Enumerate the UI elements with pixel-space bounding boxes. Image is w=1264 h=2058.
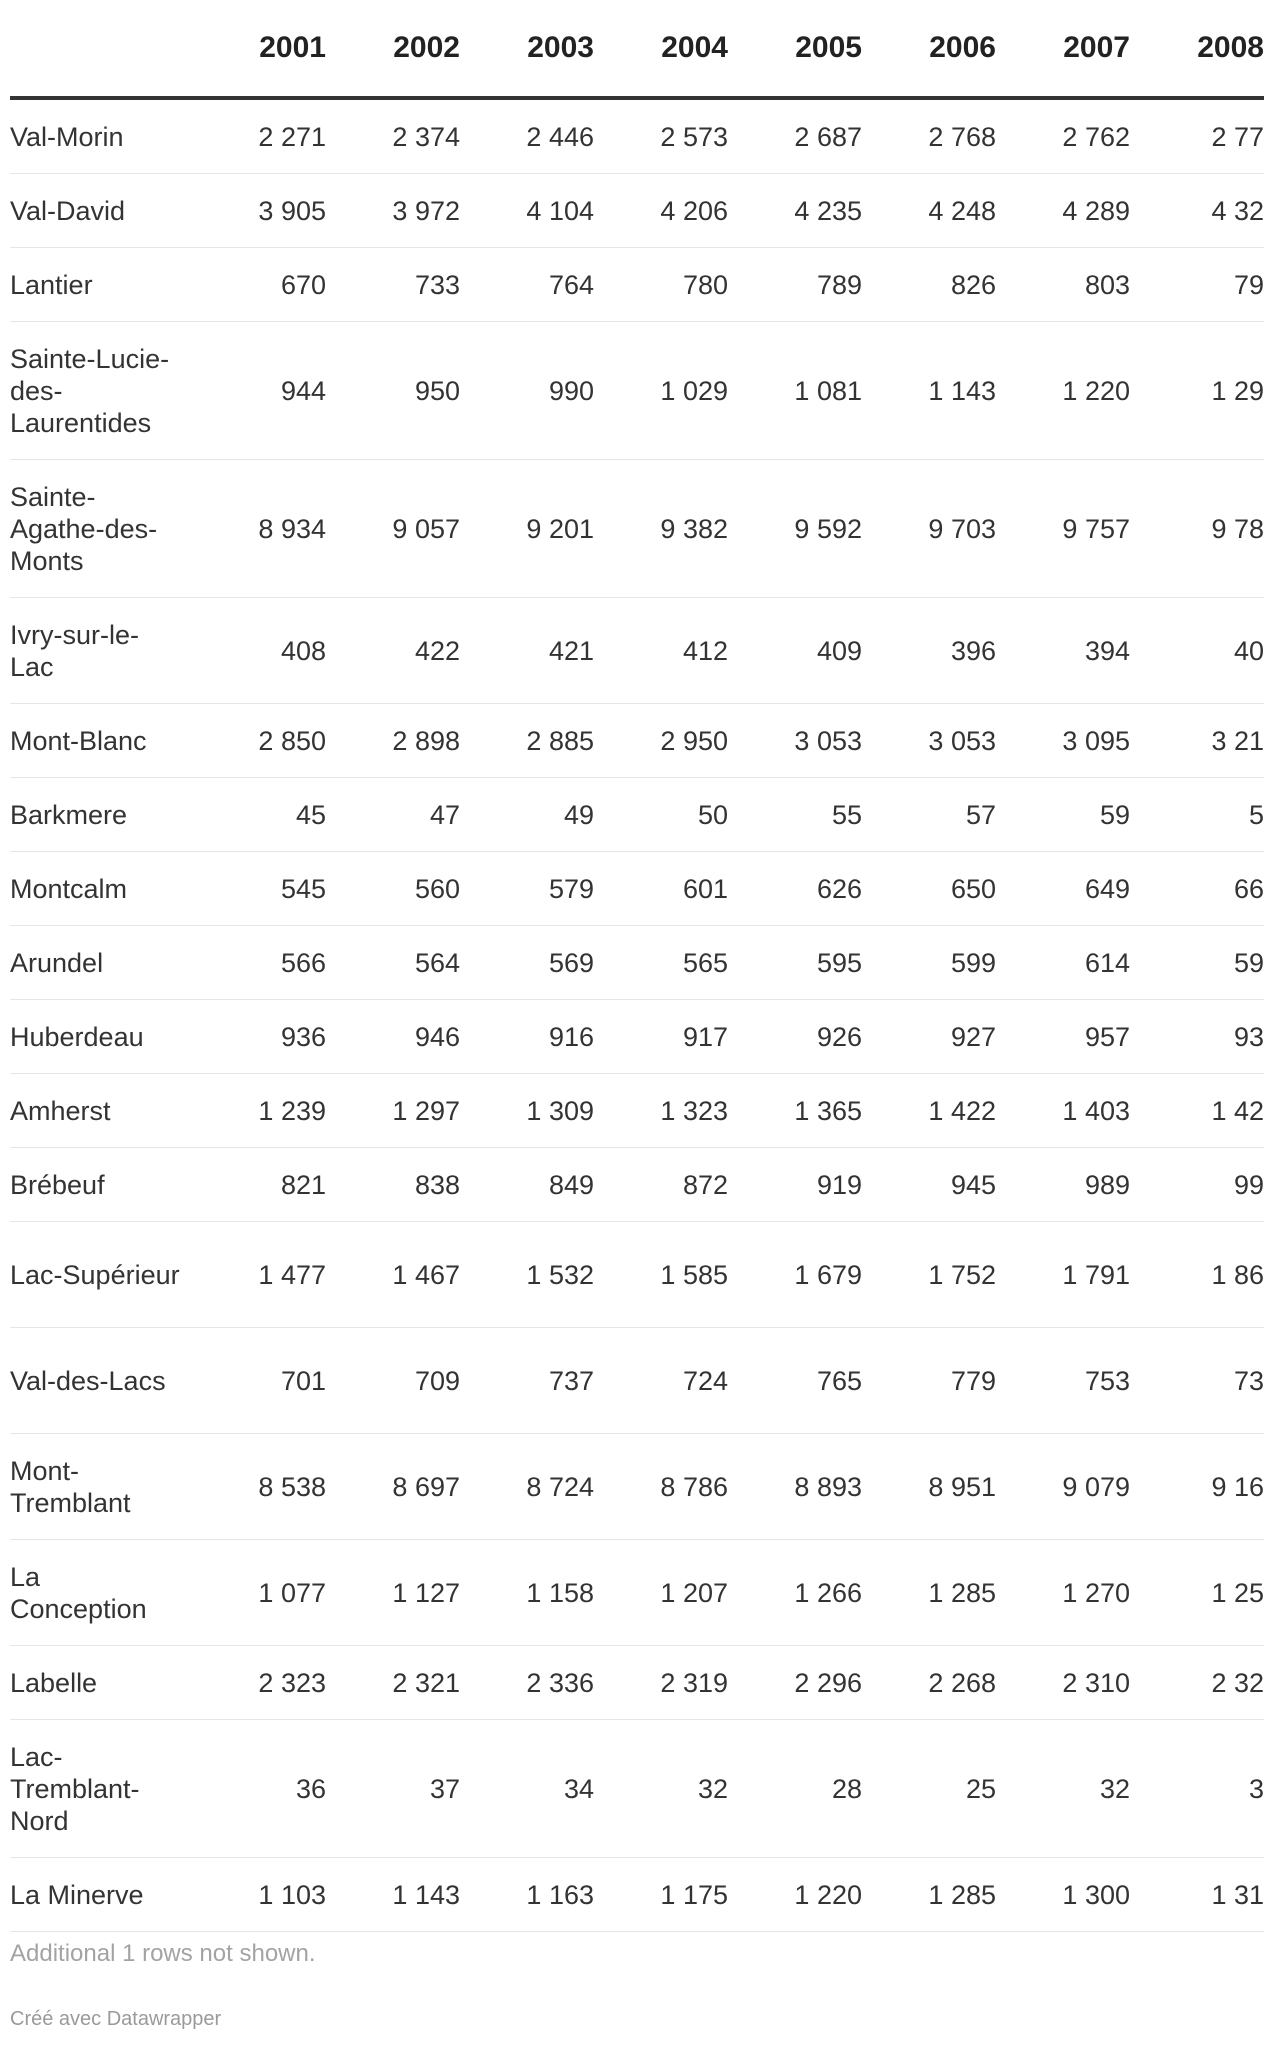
population-cell: 2 321 [326, 1646, 460, 1720]
population-cell: 944 [192, 322, 326, 460]
row-municipality-name: Lac-Tremblant-Nord [10, 1720, 192, 1858]
table-row [10, 1540, 1264, 1646]
population-cell: 614 [996, 926, 1130, 1000]
table-row [10, 1148, 1264, 1222]
population-cell: 1 323 [594, 1074, 728, 1148]
population-cell: 936 [192, 1000, 326, 1074]
population-cell: 709 [326, 1328, 460, 1434]
population-cell: 28 [728, 1720, 862, 1858]
population-cell: 9 703 [862, 460, 996, 598]
population-cell: 1 42 [1130, 1074, 1264, 1148]
table-scroll-area[interactable] [10, 0, 1264, 1925]
population-cell: 1 752 [862, 1222, 996, 1328]
population-cell: 1 532 [460, 1222, 594, 1328]
population-cell: 565 [594, 926, 728, 1000]
population-cell: 1 081 [728, 322, 862, 460]
population-cell: 2 296 [728, 1646, 862, 1720]
population-cell: 9 78 [1130, 460, 1264, 598]
table-header [10, 0, 1264, 98]
population-cell: 1 207 [594, 1540, 728, 1646]
population-cell: 990 [460, 322, 594, 460]
population-cell: 2 687 [728, 98, 862, 174]
table-row [10, 1720, 1264, 1858]
population-cell: 59 [996, 778, 1130, 852]
population-cell: 2 446 [460, 98, 594, 174]
population-cell: 73 [1130, 1328, 1264, 1434]
population-cell: 32 [594, 1720, 728, 1858]
population-cell: 55 [728, 778, 862, 852]
population-cell: 3 053 [862, 704, 996, 778]
population-cell: 1 86 [1130, 1222, 1264, 1328]
population-cell: 36 [192, 1720, 326, 1858]
population-cell: 408 [192, 598, 326, 704]
table-row [10, 1434, 1264, 1540]
population-cell: 3 21 [1130, 704, 1264, 778]
population-cell: 919 [728, 1148, 862, 1222]
population-cell: 8 934 [192, 460, 326, 598]
table-row [10, 248, 1264, 322]
population-cell: 2 310 [996, 1646, 1130, 1720]
population-cell: 25 [862, 1720, 996, 1858]
population-cell: 1 29 [1130, 322, 1264, 460]
population-cell: 789 [728, 248, 862, 322]
population-cell: 1 163 [460, 1858, 594, 1932]
population-cell: 396 [862, 598, 996, 704]
row-municipality-name: Val-David [10, 174, 192, 248]
table-row [10, 1328, 1264, 1434]
population-cell: 1 31 [1130, 1858, 1264, 1932]
population-cell: 917 [594, 1000, 728, 1074]
population-cell: 1 25 [1130, 1540, 1264, 1646]
population-cell: 765 [728, 1328, 862, 1434]
population-cell: 945 [862, 1148, 996, 1222]
column-header-year[interactable]: 2002 [326, 0, 460, 98]
population-cell: 2 374 [326, 98, 460, 174]
population-cell: 47 [326, 778, 460, 852]
population-cell: 950 [326, 322, 460, 460]
table-row [10, 1646, 1264, 1720]
population-cell: 2 271 [192, 98, 326, 174]
population-cell: 737 [460, 1328, 594, 1434]
table-row [10, 852, 1264, 926]
population-cell: 409 [728, 598, 862, 704]
population-cell: 4 206 [594, 174, 728, 248]
column-header-year[interactable]: 2001 [192, 0, 326, 98]
population-cell: 8 786 [594, 1434, 728, 1540]
population-cell: 838 [326, 1148, 460, 1222]
population-cell: 626 [728, 852, 862, 926]
row-municipality-name: Labelle [10, 1646, 192, 1720]
population-cell: 1 103 [192, 1858, 326, 1932]
population-cell: 3 095 [996, 704, 1130, 778]
population-cell: 779 [862, 1328, 996, 1434]
column-header-year[interactable]: 2004 [594, 0, 728, 98]
population-cell: 34 [460, 1720, 594, 1858]
population-cell: 8 893 [728, 1434, 862, 1540]
table-row [10, 704, 1264, 778]
population-cell: 421 [460, 598, 594, 704]
row-municipality-name: Val-Morin [10, 98, 192, 174]
population-cell: 670 [192, 248, 326, 322]
population-cell: 4 235 [728, 174, 862, 248]
population-cell: 4 32 [1130, 174, 1264, 248]
population-cell: 926 [728, 1000, 862, 1074]
population-cell: 1 220 [728, 1858, 862, 1932]
column-header-year[interactable]: 2003 [460, 0, 594, 98]
population-cell: 569 [460, 926, 594, 1000]
population-cell: 1 467 [326, 1222, 460, 1328]
population-cell: 595 [728, 926, 862, 1000]
population-cell: 9 079 [996, 1434, 1130, 1540]
population-cell: 826 [862, 248, 996, 322]
population-cell: 412 [594, 598, 728, 704]
population-cell: 2 323 [192, 1646, 326, 1720]
table-body [10, 98, 1264, 1932]
population-cell: 1 285 [862, 1540, 996, 1646]
population-cell: 957 [996, 1000, 1130, 1074]
population-cell: 9 757 [996, 460, 1130, 598]
population-cell: 1 477 [192, 1222, 326, 1328]
population-cell: 1 175 [594, 1858, 728, 1932]
population-cell: 3 905 [192, 174, 326, 248]
row-municipality-name: La Minerve [10, 1858, 192, 1932]
row-municipality-name: Mont-Tremblant [10, 1434, 192, 1540]
population-cell: 927 [862, 1000, 996, 1074]
row-municipality-name: Lac-Supérieur [10, 1222, 192, 1328]
population-cell: 1 266 [728, 1540, 862, 1646]
population-cell: 1 679 [728, 1222, 862, 1328]
row-municipality-name: Barkmere [10, 778, 192, 852]
population-cell: 40 [1130, 598, 1264, 704]
population-table [10, 0, 1264, 1932]
population-cell: 872 [594, 1148, 728, 1222]
row-municipality-name: Mont-Blanc [10, 704, 192, 778]
population-cell: 1 158 [460, 1540, 594, 1646]
population-cell: 1 143 [862, 322, 996, 460]
population-cell: 601 [594, 852, 728, 926]
population-cell: 764 [460, 248, 594, 322]
population-cell: 780 [594, 248, 728, 322]
row-municipality-name: Brébeuf [10, 1148, 192, 1222]
population-cell: 57 [862, 778, 996, 852]
population-cell: 4 104 [460, 174, 594, 248]
population-cell: 1 029 [594, 322, 728, 460]
population-cell: 916 [460, 1000, 594, 1074]
row-municipality-name: Sainte-Lucie-des-Laurentides [10, 322, 192, 460]
population-cell: 849 [460, 1148, 594, 1222]
population-cell: 8 538 [192, 1434, 326, 1540]
population-cell: 9 201 [460, 460, 594, 598]
population-cell: 724 [594, 1328, 728, 1434]
table-row [10, 322, 1264, 460]
table-row [10, 1074, 1264, 1148]
table-row [10, 598, 1264, 704]
population-cell: 2 573 [594, 98, 728, 174]
rows-not-shown-note: Additional 1 rows not shown. [10, 1940, 316, 1967]
population-cell: 93 [1130, 1000, 1264, 1074]
population-cell: 1 239 [192, 1074, 326, 1148]
population-cell: 8 951 [862, 1434, 996, 1540]
population-cell: 3 [1130, 1720, 1264, 1858]
population-cell: 37 [326, 1720, 460, 1858]
table-row [10, 1858, 1264, 1932]
population-cell: 8 724 [460, 1434, 594, 1540]
population-cell: 99 [1130, 1148, 1264, 1222]
population-cell: 45 [192, 778, 326, 852]
population-cell: 1 365 [728, 1074, 862, 1148]
table-row [10, 460, 1264, 598]
population-cell: 66 [1130, 852, 1264, 926]
population-cell: 79 [1130, 248, 1264, 322]
header-row [10, 0, 1264, 98]
population-cell: 1 270 [996, 1540, 1130, 1646]
population-cell: 1 403 [996, 1074, 1130, 1148]
population-cell: 1 791 [996, 1222, 1130, 1328]
table-row [10, 1000, 1264, 1074]
row-municipality-name: Montcalm [10, 852, 192, 926]
population-cell: 1 077 [192, 1540, 326, 1646]
population-cell: 579 [460, 852, 594, 926]
population-cell: 946 [326, 1000, 460, 1074]
table-row [10, 174, 1264, 248]
population-cell: 5 [1130, 778, 1264, 852]
population-cell: 4 248 [862, 174, 996, 248]
population-cell: 1 297 [326, 1074, 460, 1148]
population-cell: 4 289 [996, 174, 1130, 248]
population-cell: 1 300 [996, 1858, 1130, 1932]
population-cell: 49 [460, 778, 594, 852]
population-cell: 1 220 [996, 322, 1130, 460]
row-municipality-name: La Conception [10, 1540, 192, 1646]
population-cell: 1 285 [862, 1858, 996, 1932]
column-header-year[interactable]: 2007 [996, 0, 1130, 98]
population-cell: 59 [1130, 926, 1264, 1000]
population-cell: 1 143 [326, 1858, 460, 1932]
population-cell: 2 32 [1130, 1646, 1264, 1720]
column-header-year[interactable]: 2006 [862, 0, 996, 98]
population-cell: 3 972 [326, 174, 460, 248]
population-cell: 2 885 [460, 704, 594, 778]
table-row [10, 778, 1264, 852]
row-municipality-name: Arundel [10, 926, 192, 1000]
population-cell: 564 [326, 926, 460, 1000]
population-cell: 566 [192, 926, 326, 1000]
population-cell: 8 697 [326, 1434, 460, 1540]
column-header-year[interactable]: 2008 [1130, 0, 1264, 98]
column-header-name [10, 0, 192, 98]
population-cell: 2 950 [594, 704, 728, 778]
population-cell: 9 16 [1130, 1434, 1264, 1540]
population-cell: 2 319 [594, 1646, 728, 1720]
row-municipality-name: Sainte-Agathe-des-Monts [10, 460, 192, 598]
population-cell: 1 127 [326, 1540, 460, 1646]
population-cell: 2 850 [192, 704, 326, 778]
table-row [10, 926, 1264, 1000]
population-cell: 1 422 [862, 1074, 996, 1148]
population-cell: 2 77 [1130, 98, 1264, 174]
row-municipality-name: Lantier [10, 248, 192, 322]
population-cell: 753 [996, 1328, 1130, 1434]
population-cell: 989 [996, 1148, 1130, 1222]
population-cell: 2 762 [996, 98, 1130, 174]
table-row [10, 1222, 1264, 1328]
row-municipality-name: Huberdeau [10, 1000, 192, 1074]
population-cell: 599 [862, 926, 996, 1000]
row-municipality-name: Amherst [10, 1074, 192, 1148]
population-cell: 2 336 [460, 1646, 594, 1720]
population-cell: 649 [996, 852, 1130, 926]
population-cell: 50 [594, 778, 728, 852]
population-cell: 560 [326, 852, 460, 926]
population-cell: 1 309 [460, 1074, 594, 1148]
population-cell: 2 768 [862, 98, 996, 174]
row-municipality-name: Val-des-Lacs [10, 1328, 192, 1434]
population-cell: 32 [996, 1720, 1130, 1858]
population-cell: 701 [192, 1328, 326, 1434]
population-cell: 2 898 [326, 704, 460, 778]
population-cell: 545 [192, 852, 326, 926]
row-municipality-name: Ivry-sur-le-Lac [10, 598, 192, 704]
population-cell: 803 [996, 248, 1130, 322]
population-cell: 733 [326, 248, 460, 322]
population-cell: 2 268 [862, 1646, 996, 1720]
table-row [10, 98, 1264, 174]
population-cell: 9 057 [326, 460, 460, 598]
column-header-year[interactable]: 2005 [728, 0, 862, 98]
population-cell: 650 [862, 852, 996, 926]
population-cell: 394 [996, 598, 1130, 704]
population-cell: 3 053 [728, 704, 862, 778]
population-cell: 9 382 [594, 460, 728, 598]
population-cell: 821 [192, 1148, 326, 1222]
datawrapper-credit: Créé avec Datawrapper [10, 2008, 222, 2030]
population-cell: 422 [326, 598, 460, 704]
population-cell: 1 585 [594, 1222, 728, 1328]
population-cell: 9 592 [728, 460, 862, 598]
